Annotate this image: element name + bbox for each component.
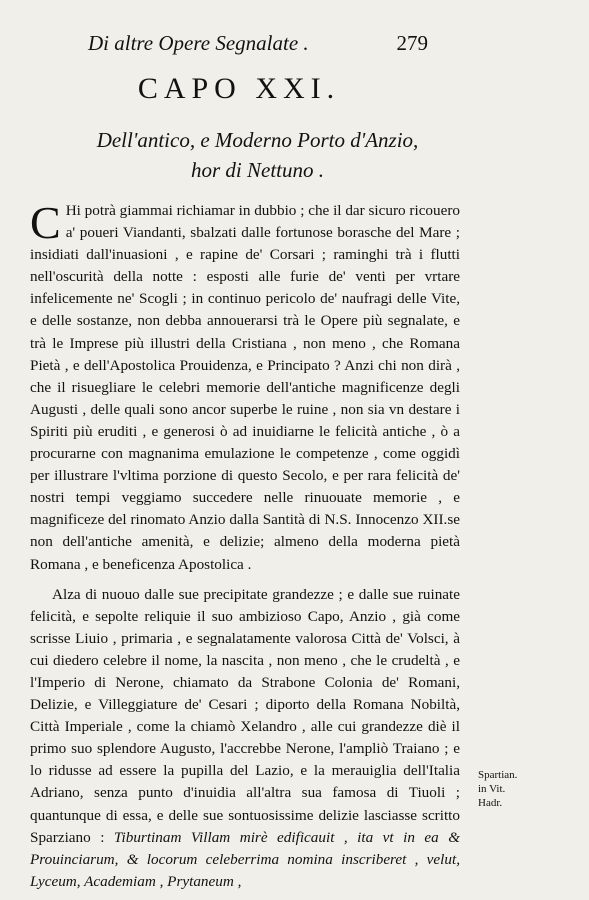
paragraph-1	[30, 197, 461, 576]
page-number: 279	[396, 31, 428, 55]
margin-note-line-2: in Vit.	[478, 783, 506, 795]
body-text	[30, 197, 461, 893]
margin-note-line-1: Spartian.	[478, 769, 518, 781]
drop-cap: C	[30, 197, 61, 248]
chapter-title: CAPO XXI.	[137, 72, 341, 105]
paragraph-1-text: Hi potrà giammai richiamar in dubbio ; che il dar sicuro ricouero a' poueri Viandanti, sbalzati dalle fortunose borasche del Mare ; insidiati dall'inuasioni , e rapine de' Corsari ; raminghi trà i flutti nell'oscurità della notte : esposti alle furie de' venti per vrtare infelicemente ne' Scogli ; in continuo pericolo de' naufragi delle Vite, e delle sostanze, non debba annouerarsi trà le Opere più segnalate, e trà le Imprese più illustri della Cristiana , non meno , che Romana Pietà , e dell'Apostolica Prouidenza, e Principato ? Anzi chi non dirà , che il risuegliare le celebri memorie dell'antiche magnificenze degli Augusti , delle quali sono ancor superbe le ruine , non sia vn destare i Spiriti più eruditi , e generosi ò ad inuidiarne le felicità antiche , ò a procurarne con magnanima emulazione le competenze , come oggidì per illustrare l'vltima porzione di questo Secolo, e per rara felicità de' nostri tempi veggiamo succedere nelle rinuouate memorie , e magnificeze del rinomato Anzio dalla Santità di N.S. Innocenzo XII.se non dell'antiche amenità, e delizie; almeno della moderna pietà Romana , e beneficenza Apostolica .	[30, 202, 461, 573]
running-head	[88, 28, 428, 58]
margin-note	[478, 768, 548, 810]
subtitle-line-1: Dell'antico, e Moderno Porto d'Anzio,	[96, 128, 419, 152]
subtitle-line-2: hor di Nettuno .	[190, 158, 324, 182]
latin-quote: Tiburtinam Villam mirè edificauit , ita vt in ea & Prouinciarum, & locorum celeberrima nomina inscriberet , velut, Lyceum, Academiam , Prytaneum ,	[30, 828, 461, 890]
paragraph-2-text: Alza di nuouo dalle sue precipitate grandezze ; e dalle sue ruinate felicità, e sepolte reliquie il suo ambizioso Capo, Anzio , già come scrisse Liuio , primaria , e segnalatamente valorosa Città de' Volsci, à cui diedero celebre il nome, la nascita , non meno , che le crudeltà , e l'Imperio di Nerone, chiamato da Strabone Colonia de' Romani, Delizie, e Villeggiature de' Cesari ; diporto della Romana Nobiltà, Città Imperiale , come la chiamò Xelandro , alle cui grandezze diè il primo suo splendore Augusto, l'accrebbe Nerone, l'ampliò Traiano ; e lo ridusse ad essere la pupilla del Lazio, e la merauiglia dell'Italia Adriano, senza punto d'inuidia all'altra sua famosa di Tiuoli ; quantunque di essa, e delle sue sontuosissime delizie lasciasse scritto Sparziano :	[30, 585, 460, 846]
chapter-subtitle	[60, 125, 455, 185]
running-title: Di altre Opere Segnalate .	[88, 31, 309, 55]
margin-note-line-3: Hadr.	[478, 797, 503, 809]
paragraph-2	[30, 584, 460, 893]
